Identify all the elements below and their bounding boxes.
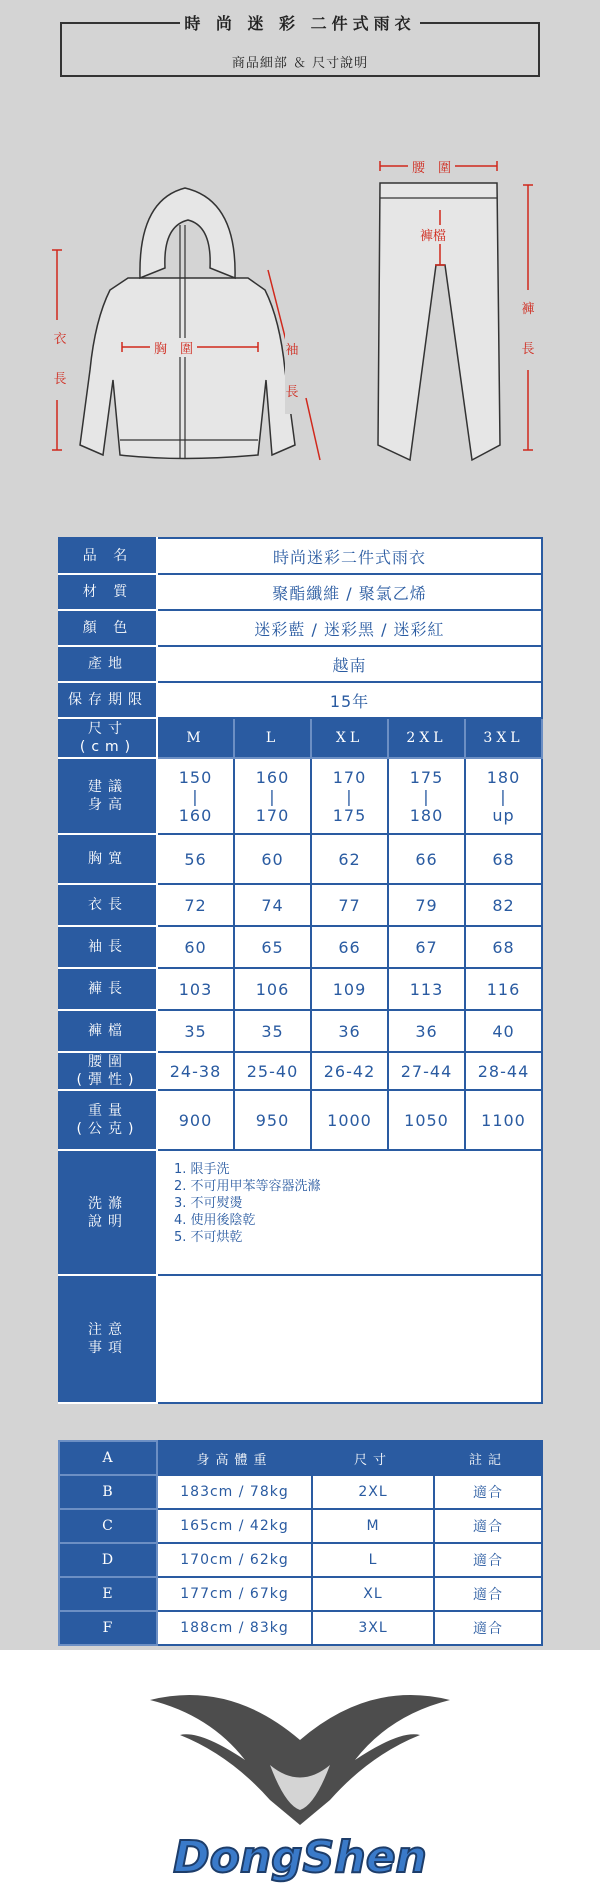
notes-label: 注意 事項: [59, 1275, 157, 1403]
example-cell: 170cm / 62kg: [157, 1543, 312, 1577]
size-value: 1050: [388, 1090, 465, 1150]
example-cell: 183cm / 78kg: [157, 1475, 312, 1509]
example-header-cell: 尺寸: [312, 1441, 434, 1475]
size-row: [59, 1010, 542, 1052]
example-cell: 適合: [434, 1577, 542, 1611]
size-row-label: 褲檔: [59, 1010, 157, 1052]
size-row-label: 胸寬: [59, 834, 157, 884]
spec-value: 時尚迷彩二件式雨衣: [157, 538, 542, 574]
size-value: 109: [311, 968, 388, 1010]
care-item: 2. 不可用甲苯等容器洗滌: [174, 1179, 321, 1194]
example-cell: 適合: [434, 1543, 542, 1577]
size-value: 56: [157, 834, 234, 884]
spec-value: 越南: [157, 646, 542, 682]
example-cell: XL: [312, 1577, 434, 1611]
size-value: 103: [157, 968, 234, 1010]
spec-value: 聚酯纖維 / 聚氯乙烯: [157, 574, 542, 610]
care-item: 5. 不可烘乾: [174, 1230, 243, 1245]
example-header-row: [59, 1441, 542, 1475]
example-cell: F: [59, 1611, 157, 1645]
size-value: 900: [157, 1090, 234, 1150]
size-value: 160 | 170: [234, 758, 311, 834]
size-header-cell: 3XL: [465, 718, 542, 758]
size-value: 35: [157, 1010, 234, 1052]
size-value: 24-38: [157, 1052, 234, 1090]
jacket-icon: [80, 278, 295, 459]
example-cell: 165cm / 42kg: [157, 1509, 312, 1543]
size-value: 82: [465, 884, 542, 926]
size-row-label: 衣長: [59, 884, 157, 926]
garment-diagram: [0, 0, 600, 500]
size-value: 68: [465, 926, 542, 968]
example-cell: 177cm / 67kg: [157, 1577, 312, 1611]
spec-label: 材 質: [59, 574, 157, 610]
size-value: 77: [311, 884, 388, 926]
example-cell: 3XL: [312, 1611, 434, 1645]
size-row-label: 建議 身高: [59, 758, 157, 834]
size-header-cell: 2XL: [388, 718, 465, 758]
label-waist: 腰 圍: [408, 157, 455, 176]
example-cell: 適合: [434, 1509, 542, 1543]
size-value: 40: [465, 1010, 542, 1052]
spec-value: 15年: [157, 682, 542, 718]
size-value: 1000: [311, 1090, 388, 1150]
size-value: 60: [234, 834, 311, 884]
size-row-label: 袖長: [59, 926, 157, 968]
size-row: [59, 968, 542, 1010]
size-value: 36: [388, 1010, 465, 1052]
example-header-cell: 註記: [434, 1441, 542, 1475]
size-value: 65: [234, 926, 311, 968]
size-header-cell: M: [157, 718, 234, 758]
spec-label: 保存期限: [59, 682, 157, 718]
size-value: 1100: [465, 1090, 542, 1150]
example-cell: M: [312, 1509, 434, 1543]
example-row: [59, 1577, 542, 1611]
spec-label: 產地: [59, 646, 157, 682]
size-value: 113: [388, 968, 465, 1010]
example-row: [59, 1475, 542, 1509]
example-cell: C: [59, 1509, 157, 1543]
label-sleeve: 袖長: [285, 330, 299, 414]
care-item: 1. 限手洗: [174, 1162, 230, 1177]
page-title: 時 尚 迷 彩 二件式雨衣: [184, 14, 416, 33]
example-cell: 2XL: [312, 1475, 434, 1509]
care-item: 4. 使用後陰乾: [174, 1213, 256, 1228]
spec-label: 品 名: [59, 538, 157, 574]
example-row: [59, 1543, 542, 1577]
size-value: 106: [234, 968, 311, 1010]
size-row: [59, 1090, 542, 1150]
size-value: 66: [311, 926, 388, 968]
size-value: 180 | up: [465, 758, 542, 834]
example-header-cell: 身高體重: [157, 1441, 312, 1475]
size-value: 170 | 175: [311, 758, 388, 834]
size-value: 68: [465, 834, 542, 884]
svg-text:DongShen: DongShen: [173, 1832, 427, 1883]
size-header-label: 尺寸 (cm): [59, 718, 157, 758]
size-row-label: 重量 (公克): [59, 1090, 157, 1150]
example-table: [58, 1440, 543, 1646]
size-row-label: 褲長: [59, 968, 157, 1010]
size-value: 66: [388, 834, 465, 884]
example-header-cell: A: [59, 1441, 157, 1475]
size-value: 62: [311, 834, 388, 884]
size-value: 25-40: [234, 1052, 311, 1090]
size-row: [59, 884, 542, 926]
size-value: 28-44: [465, 1052, 542, 1090]
example-cell: D: [59, 1543, 157, 1577]
size-value: 175 | 180: [388, 758, 465, 834]
size-row: [59, 926, 542, 968]
spec-row: [59, 574, 542, 610]
size-value: 60: [157, 926, 234, 968]
label-chest: 胸 圍: [150, 338, 197, 357]
label-crotch: 褲檔: [418, 225, 448, 244]
size-value: 27-44: [388, 1052, 465, 1090]
example-cell: 適合: [434, 1611, 542, 1645]
size-value: 79: [388, 884, 465, 926]
size-value: 67: [388, 926, 465, 968]
spec-row: [59, 610, 542, 646]
size-value: 72: [157, 884, 234, 926]
example-row: [59, 1611, 542, 1645]
dongshen-logo: [140, 1660, 460, 1890]
size-row-label: 腰圍 (彈性): [59, 1052, 157, 1090]
spec-row: [59, 682, 542, 718]
size-value: 150 | 160: [157, 758, 234, 834]
page-subtitle: 商品細部 ＆ 尺寸說明: [231, 56, 369, 71]
size-value: 950: [234, 1090, 311, 1150]
size-value: 26-42: [311, 1052, 388, 1090]
size-row: [59, 758, 542, 834]
spec-value: 迷彩藍 / 迷彩黑 / 迷彩紅: [157, 610, 542, 646]
size-header-cell: L: [234, 718, 311, 758]
example-cell: B: [59, 1475, 157, 1509]
size-row: [59, 834, 542, 884]
notes-value: [157, 1275, 542, 1403]
size-header-row: [59, 718, 542, 758]
care-instructions: [157, 1150, 542, 1275]
spec-label: 顏 色: [59, 610, 157, 646]
example-cell: 適合: [434, 1475, 542, 1509]
spec-row: [59, 538, 542, 574]
care-item: 3. 不可熨燙: [174, 1196, 243, 1211]
care-label: 洗滌 說明: [59, 1150, 157, 1275]
example-row: [59, 1509, 542, 1543]
size-value: 116: [465, 968, 542, 1010]
example-cell: L: [312, 1543, 434, 1577]
example-cell: E: [59, 1577, 157, 1611]
spec-row: [59, 646, 542, 682]
example-cell: 188cm / 83kg: [157, 1611, 312, 1645]
size-value: 35: [234, 1010, 311, 1052]
notes-row: [59, 1275, 542, 1403]
size-header-cell: XL: [311, 718, 388, 758]
size-value: 74: [234, 884, 311, 926]
size-row: [59, 1052, 542, 1090]
care-row: [59, 1150, 542, 1275]
label-jacket-length: 衣長: [53, 320, 67, 400]
spec-table: [58, 537, 543, 1404]
label-pants-length: 褲長: [521, 290, 535, 370]
size-value: 36: [311, 1010, 388, 1052]
